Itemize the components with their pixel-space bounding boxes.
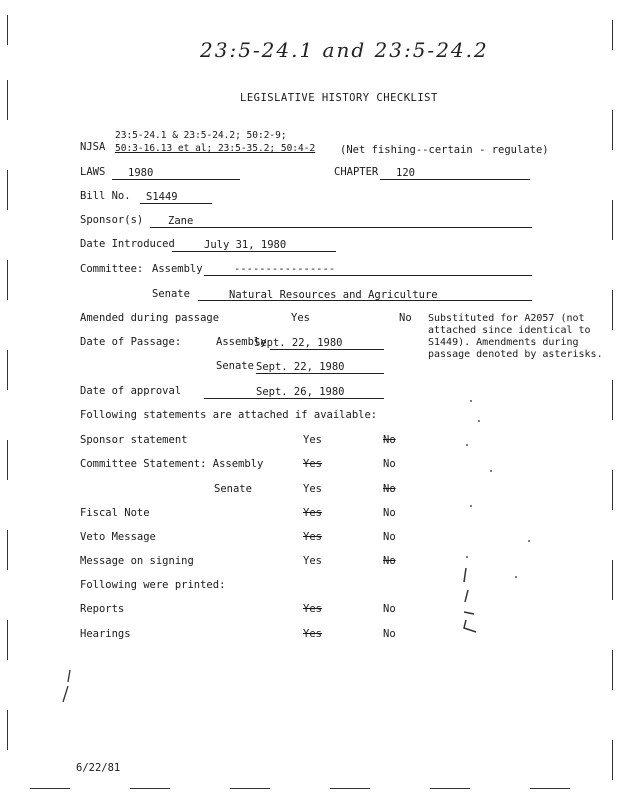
scan-speck [515,576,517,578]
printed-reports-label: Reports [80,603,125,615]
scan-speck [470,400,472,402]
scan-margin-mark [7,530,8,570]
printed-reports-no: No [383,603,396,615]
bill-label: Bill No. [80,190,131,202]
printed-hearings-label: Hearings [80,628,131,640]
committee-assembly-label: Assembly [152,263,203,275]
scan-margin-mark [612,650,613,690]
scan-smudge-icon [458,562,488,637]
scan-margin-mark [612,20,613,50]
scan-margin-mark [612,380,613,420]
date-introduced-underline [172,251,336,252]
scan-margin-mark [612,560,613,600]
statement-signing-yes: Yes [303,555,322,567]
approval-label: Date of approval [80,385,182,397]
passage-assembly-value: Sept. 22, 1980 [254,337,343,349]
footer-date: 6/22/81 [76,762,121,774]
amended-no: No [399,312,412,324]
statement-committee-senate-label: Senate [214,483,252,495]
scan-margin-mark [7,15,8,45]
laws-label: LAWS [80,166,106,178]
committee-senate-underline [198,300,532,301]
njsa-line-1: 23:5-24.1 & 23:5-24.2; 50:2-9; [115,130,287,141]
statement-committee-senate-yes: Yes [303,483,322,495]
printed-hearings-yes: Yes [303,628,322,640]
handwritten-statute-header: 23:5-24.1 and 23:5-24.2 [200,38,489,62]
laws-underline [112,179,240,180]
scan-margin-mark [130,788,170,789]
sponsor-label: Sponsor(s) [80,214,144,226]
date-introduced-label: Date Introduced [80,238,175,250]
sponsor-value: Zane [168,215,194,227]
passage-assembly-underline [270,349,384,350]
scan-margin-mark [612,740,613,780]
njsa-description: (Net fishing--certain - regulate) [340,144,549,156]
bill-value: S1449 [146,191,178,203]
passage-label: Date of Passage: [80,336,182,348]
committee-assembly-value: ---------------- [234,263,336,275]
scan-speck [528,540,530,542]
statement-veto-no: No [383,531,396,543]
scan-margin-mark [7,620,8,660]
passage-senate-value: Sept. 22, 1980 [256,361,345,373]
handwritten-stroke-icon [60,668,74,704]
scan-margin-mark [612,470,613,510]
date-introduced-value: July 31, 1980 [204,239,287,251]
approval-value: Sept. 26, 1980 [256,386,345,398]
statement-veto-yes: Yes [303,531,322,543]
statement-veto-label: Veto Message [80,531,156,543]
scan-margin-mark [230,788,270,789]
statement-fiscal-label: Fiscal Note [80,507,150,519]
passage-senate-underline [256,373,384,374]
statements-header: Following statements are attached if available: [80,409,378,421]
scan-margin-mark [612,110,613,150]
statement-sponsor-label: Sponsor statement [80,434,188,446]
njsa-line-2: 50:3-16.13 et al; 23:5-35.2; 50:4-2 [115,143,316,154]
committee-senate-label: Senate [152,288,190,300]
statement-signing-no: No [383,555,396,567]
scan-margin-mark [7,260,8,300]
statement-committee-assembly-label: Committee Statement: Assembly [80,458,264,470]
scan-margin-mark [7,170,8,210]
statement-fiscal-yes: Yes [303,507,322,519]
statement-sponsor-no: No [383,434,396,446]
scan-margin-mark [530,788,570,789]
printed-header: Following were printed: [80,579,226,591]
passage-assembly-label: Assembly [216,336,267,348]
laws-value: 1980 [128,167,154,179]
chapter-underline [380,179,530,180]
amended-yes: Yes [291,312,310,324]
scan-margin-mark [7,80,8,120]
njsa-label: NJSA [80,141,106,153]
statement-committee-assembly-no: No [383,458,396,470]
scan-margin-mark [7,440,8,480]
scan-speck [490,470,492,472]
scan-margin-mark [7,710,8,750]
scan-margin-mark [7,350,8,390]
amended-label: Amended during passage [80,312,220,324]
chapter-value: 120 [396,167,415,179]
committee-senate-value: Natural Resources and Agriculture [229,289,438,301]
scan-margin-mark [612,200,613,240]
chapter-label: CHAPTER [334,166,379,178]
scan-speck [478,420,480,422]
scan-margin-mark [430,788,470,789]
substitution-note: Substituted for A2057 (not attached since identical to S1449). Amendments during passage denoted by asterisks. [428,313,603,360]
scan-margin-mark [612,290,613,330]
passage-senate-label: Senate [216,360,254,372]
statement-committee-senate-no: No [383,483,396,495]
printed-hearings-no: No [383,628,396,640]
approval-underline [204,398,384,399]
statement-fiscal-no: No [383,507,396,519]
committee-label: Committee: [80,263,144,275]
scan-speck [466,444,468,446]
committee-assembly-underline [204,275,532,276]
scan-margin-mark [30,788,70,789]
statement-committee-assembly-yes: Yes [303,458,322,470]
statement-signing-label: Message on signing [80,555,194,567]
scan-speck [466,556,468,558]
scan-speck [470,505,472,507]
statement-sponsor-yes: Yes [303,434,322,446]
bill-underline [140,203,212,204]
page-title: LEGISLATIVE HISTORY CHECKLIST [240,92,438,104]
printed-reports-yes: Yes [303,603,322,615]
scan-margin-mark [330,788,370,789]
sponsor-underline [150,227,532,228]
